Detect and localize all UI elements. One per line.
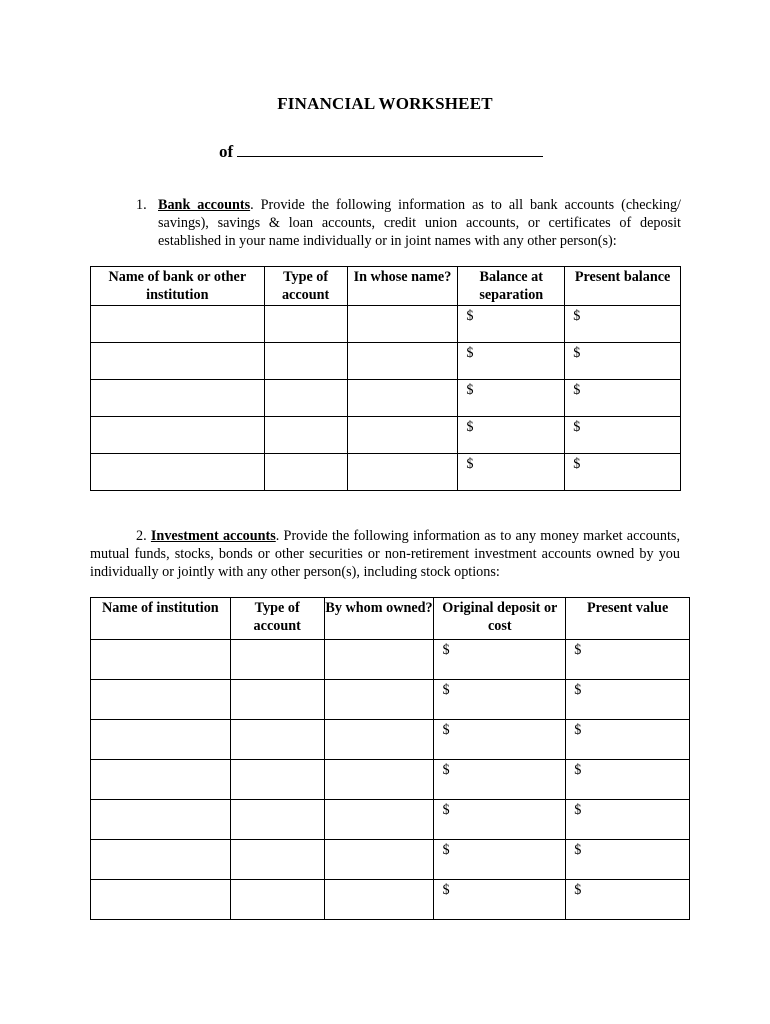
amount-cell[interactable] bbox=[458, 454, 565, 491]
column-header: Balance at separation bbox=[458, 267, 565, 306]
entry-cell[interactable] bbox=[91, 343, 265, 380]
entry-cell[interactable] bbox=[230, 840, 324, 880]
amount-cell[interactable] bbox=[434, 760, 566, 800]
currency-symbol: $ bbox=[466, 456, 474, 472]
currency-symbol: $ bbox=[466, 382, 474, 398]
amount-cell[interactable] bbox=[565, 306, 681, 343]
currency-symbol: $ bbox=[466, 419, 474, 435]
amount-cell[interactable] bbox=[565, 417, 681, 454]
entry-cell[interactable] bbox=[347, 306, 458, 343]
entry-cell[interactable] bbox=[91, 680, 231, 720]
currency-symbol: $ bbox=[573, 382, 581, 398]
entry-cell[interactable] bbox=[91, 417, 265, 454]
table-row bbox=[91, 760, 690, 800]
page-title: FINANCIAL WORKSHEET bbox=[277, 94, 493, 113]
section-number: 1. bbox=[136, 197, 147, 213]
table-header-row bbox=[91, 598, 690, 640]
table-row bbox=[91, 880, 690, 920]
column-header: In whose name? bbox=[347, 267, 458, 306]
entry-cell[interactable] bbox=[347, 417, 458, 454]
table-header-row bbox=[91, 267, 681, 306]
currency-symbol: $ bbox=[573, 345, 581, 361]
table-row bbox=[91, 800, 690, 840]
amount-cell[interactable] bbox=[566, 720, 690, 760]
currency-symbol: $ bbox=[442, 762, 450, 778]
currency-symbol: $ bbox=[466, 345, 474, 361]
currency-symbol: $ bbox=[574, 642, 582, 658]
currency-symbol: $ bbox=[442, 802, 450, 818]
entry-cell[interactable] bbox=[230, 800, 324, 840]
entry-cell[interactable] bbox=[230, 880, 324, 920]
currency-symbol: $ bbox=[573, 419, 581, 435]
entry-cell[interactable] bbox=[230, 680, 324, 720]
section-heading: Bank accounts bbox=[158, 197, 251, 213]
entry-cell[interactable] bbox=[264, 417, 347, 454]
entry-cell[interactable] bbox=[324, 640, 434, 680]
currency-symbol: $ bbox=[574, 842, 582, 858]
currency-symbol: $ bbox=[574, 682, 582, 698]
owner-name-blank[interactable] bbox=[237, 140, 543, 157]
currency-symbol: $ bbox=[442, 882, 450, 898]
currency-symbol: $ bbox=[466, 308, 474, 324]
currency-symbol: $ bbox=[573, 308, 581, 324]
entry-cell[interactable] bbox=[91, 800, 231, 840]
investment-accounts-table bbox=[90, 597, 690, 920]
column-header: Present value bbox=[566, 598, 690, 640]
entry-cell[interactable] bbox=[324, 720, 434, 760]
column-header: Name of institution bbox=[91, 598, 231, 640]
entry-cell[interactable] bbox=[91, 380, 265, 417]
table-row bbox=[91, 306, 681, 343]
entry-cell[interactable] bbox=[91, 454, 265, 491]
table-row bbox=[91, 840, 690, 880]
amount-cell[interactable] bbox=[434, 800, 566, 840]
entry-cell[interactable] bbox=[91, 720, 231, 760]
column-header: Present balance bbox=[565, 267, 681, 306]
amount-cell[interactable] bbox=[458, 343, 565, 380]
currency-symbol: $ bbox=[574, 882, 582, 898]
entry-cell[interactable] bbox=[264, 306, 347, 343]
currency-symbol: $ bbox=[574, 762, 582, 778]
amount-cell[interactable] bbox=[566, 880, 690, 920]
column-header: By whom owned? bbox=[324, 598, 434, 640]
table-row bbox=[91, 380, 681, 417]
currency-symbol: $ bbox=[442, 722, 450, 738]
of-label: of bbox=[219, 142, 234, 161]
owner-line bbox=[219, 140, 543, 162]
column-header: Type of account bbox=[230, 598, 324, 640]
table-row bbox=[91, 343, 681, 380]
amount-cell[interactable] bbox=[566, 640, 690, 680]
entry-cell[interactable] bbox=[91, 306, 265, 343]
amount-cell[interactable] bbox=[566, 840, 690, 880]
entry-cell[interactable] bbox=[347, 380, 458, 417]
section-number: 2. bbox=[136, 528, 147, 544]
entry-cell[interactable] bbox=[347, 343, 458, 380]
amount-cell[interactable] bbox=[458, 417, 565, 454]
table-row bbox=[91, 640, 690, 680]
entry-cell[interactable] bbox=[230, 760, 324, 800]
table-row bbox=[91, 720, 690, 760]
table-row bbox=[91, 417, 681, 454]
section-text: . Provide the following information as to all bank accounts (checking/ savings), savings & loan accounts, credit union accounts, or certificates of deposit established in your name individually or in joint names with any other person(s): bbox=[158, 197, 681, 249]
entry-cell[interactable] bbox=[91, 760, 231, 800]
entry-cell[interactable] bbox=[230, 720, 324, 760]
amount-cell[interactable] bbox=[434, 880, 566, 920]
amount-cell[interactable] bbox=[458, 380, 565, 417]
table-row bbox=[91, 454, 681, 491]
entry-cell[interactable] bbox=[230, 640, 324, 680]
entry-cell[interactable] bbox=[324, 760, 434, 800]
amount-cell[interactable] bbox=[434, 720, 566, 760]
entry-cell[interactable] bbox=[324, 880, 434, 920]
currency-symbol: $ bbox=[573, 456, 581, 472]
entry-cell[interactable] bbox=[347, 454, 458, 491]
amount-cell[interactable] bbox=[434, 840, 566, 880]
entry-cell[interactable] bbox=[324, 680, 434, 720]
entry-cell[interactable] bbox=[91, 840, 231, 880]
investment-accounts-instructions bbox=[90, 527, 680, 581]
entry-cell[interactable] bbox=[264, 343, 347, 380]
entry-cell[interactable] bbox=[264, 380, 347, 417]
column-header: Original deposit or cost bbox=[434, 598, 566, 640]
amount-cell[interactable] bbox=[434, 680, 566, 720]
amount-cell[interactable] bbox=[565, 454, 681, 491]
amount-cell[interactable] bbox=[566, 760, 690, 800]
amount-cell[interactable] bbox=[566, 680, 690, 720]
entry-cell[interactable] bbox=[264, 454, 347, 491]
table-row bbox=[91, 680, 690, 720]
entry-cell[interactable] bbox=[91, 880, 231, 920]
section-heading: Investment accounts bbox=[150, 528, 276, 544]
amount-cell[interactable] bbox=[458, 306, 565, 343]
entry-cell[interactable] bbox=[91, 640, 231, 680]
section-text: . Provide the following information as to any money market accounts, mutual funds, stocks, bonds or other securities or non-retirement investment accounts owned by you individually or jointly with any other person(s), including stock options: bbox=[90, 528, 680, 580]
currency-symbol: $ bbox=[442, 842, 450, 858]
column-header: Type of account bbox=[264, 267, 347, 306]
currency-symbol: $ bbox=[442, 642, 450, 658]
entry-cell[interactable] bbox=[324, 840, 434, 880]
amount-cell[interactable] bbox=[566, 800, 690, 840]
bank-accounts-instructions bbox=[136, 196, 681, 250]
amount-cell[interactable] bbox=[565, 343, 681, 380]
bank-accounts-table bbox=[90, 266, 681, 491]
column-header: Name of bank or other institution bbox=[91, 267, 265, 306]
currency-symbol: $ bbox=[442, 682, 450, 698]
entry-cell[interactable] bbox=[324, 800, 434, 840]
amount-cell[interactable] bbox=[434, 640, 566, 680]
currency-symbol: $ bbox=[574, 802, 582, 818]
amount-cell[interactable] bbox=[565, 380, 681, 417]
currency-symbol: $ bbox=[574, 722, 582, 738]
